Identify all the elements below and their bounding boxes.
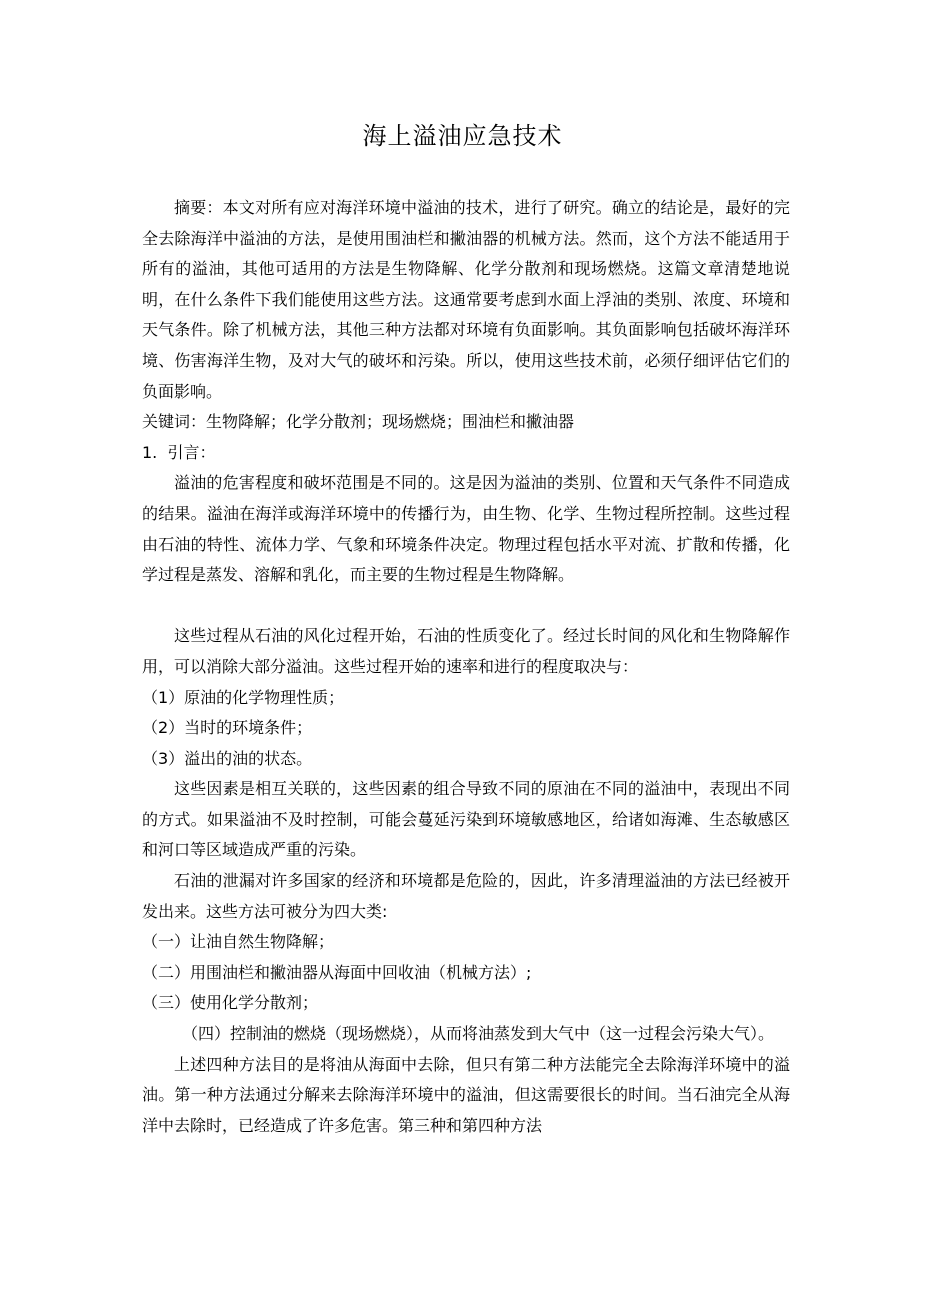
intro-paragraph-3: 这些因素是相互关联的，这些因素的组合导致不同的原油在不同的溢油中，表现出不同的方式。如果溢油不及时控制，可能会蔓延污染到环境敏感地区，给诸如海滩、生态敏感区和河口等区域造成严重的污染。 [142, 779, 790, 860]
intro-paragraph-5: 上述四种方法目的是将油从海面中去除，但只有第二种方法能完全去除海洋环境中的溢油。第一种方法通过分解来去除海洋环境中的溢油，但这需要很长的时间。当石油完全从海洋中去除时，已经造成了许多危害。第三种和第四种方法 [142, 1054, 790, 1135]
factor-item: （2）当时的环境条件； [142, 718, 313, 738]
intro-paragraph-4: 石油的泄漏对许多国家的经济和环境都是危险的，因此，许多清理溢油的方法已经被开发出来。这些方法可被分为四大类: [142, 871, 790, 921]
abstract-paragraph: 摘要：本文对所有应对海洋环境中溢油的技术，进行了研究。确立的结论是，最好的完全去除海洋中溢油的方法，是使用围油栏和撇油器的机械方法。然而，这个方法不能适用于所有的溢油，其他可适用的方法是生物降解、化学分散剂和现场燃烧。这篇文章清楚地说明，在什么条件下我们能使用这些方法。这通常要考虑到水面上浮油的类别、浓度、环境和天气条件。除了机械方法，其他三种方法都对环境有负面影响。其负面影响包括破坏海洋环境、伤害海洋生物，及对大气的破坏和污染。所以，使用这些技术前，必须仔细评估它们的负面影响。 [142, 198, 790, 401]
method-item: （二）用围油栏和撇油器从海面中回收油（机械方法）; [142, 962, 532, 982]
intro-paragraph-2: 这些过程从石油的风化过程开始，石油的性质变化了。经过长时间的风化和生物降解作用，可以消除大部分溢油。这些过程开始的速率和进行的程度取决与： [142, 626, 790, 676]
factor-item: （3）溢出的油的状态。 [142, 748, 313, 768]
page-title: 海上溢油应急技术 [362, 122, 563, 150]
method-item: （四）控制油的燃烧（现场燃烧），从而将油蒸发到大气中（这一过程会污染大气）。 [182, 1024, 775, 1044]
keywords-line: 关键词：生物降解；化学分散剂；现场燃烧；围油栏和撇油器 [142, 412, 575, 432]
method-item: （三）使用化学分散剂； [142, 993, 319, 1013]
section-heading: 1. 引言： [142, 442, 216, 462]
factor-item: （1）原油的化学物理性质； [142, 687, 345, 707]
intro-paragraph-1: 溢油的危害程度和破坏范围是不同的。这是因为溢油的类别、位置和天气条件不同造成的结果。溢油在海洋或海洋环境中的传播行为，由生物、化学、生物过程所控制。这些过程由石油的特性、流体力学、气象和环境条件决定。物理过程包括水平对流、扩散和传播，化学过程是蒸发、溶解和乳化，而主要的生物过程是生物降解。 [142, 473, 790, 585]
method-item: （一）让油自然生物降解； [142, 932, 335, 952]
paragraph-spacer [142, 591, 790, 622]
document-body [142, 193, 790, 1141]
